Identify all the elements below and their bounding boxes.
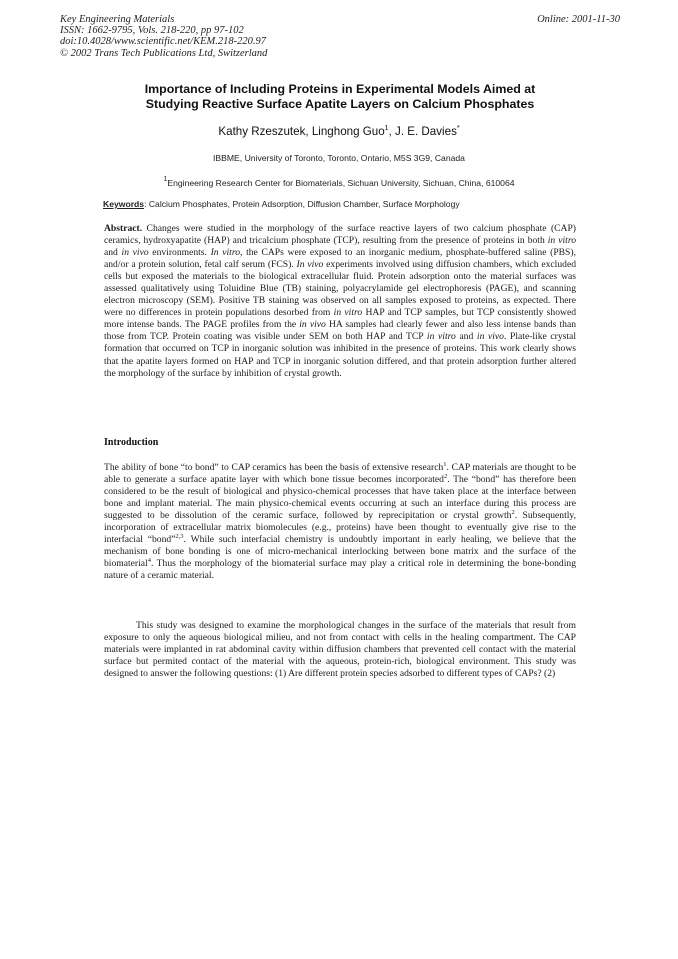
abstract-text: HAP and TCP samples, but TCP consistently showed more intense bands. The PAGE profiles from the xyxy=(104,307,576,331)
corresponding-author-mark: * xyxy=(456,125,460,132)
author-1-2: Kathy Rzeszutek, Linghong Guo xyxy=(218,125,385,138)
title-line-2: Studying Reactive Surface Apatite Layers on Calcium Phosphates xyxy=(145,97,535,111)
affiliation-1: IBBME, University of Toronto, Toronto, Ontario, M5S 3G9, Canada xyxy=(213,153,465,163)
keywords-label: Keywords xyxy=(103,199,145,209)
introduction-paragraph-2: This study was designed to examine the morphological changes in the surface of the materials that result from exposure to only the aqueous biological milieu, and not from contact with cells in the healing compartment. The CAP materials were implanted in rat abdominal cavity within diffusion chambers that prevented cell contact with the material surface but permited contact of the material with the aqueous, protein-rich, biological environment. This study was designed to answer the following questions: (1) Are different protein species adsorbed to different types of CAPs? (2) xyxy=(104,620,576,680)
keywords xyxy=(103,199,583,209)
issn-line: ISSN: 1662-9795, Vols. 218-220, pp 97-102 xyxy=(60,25,244,37)
abstract-text: In vitro xyxy=(210,247,241,259)
abstract-text: in vitro xyxy=(547,235,577,247)
abstract-text: in vivo xyxy=(476,331,504,343)
author-2-affiliation-mark: 1 xyxy=(384,125,389,132)
abstract-text: , the CAPs were exposed to an inorganic medium, phosphate-buffered saline (PBS), and/or a protein solution, fetal calf serum (FCS). xyxy=(104,247,576,271)
journal-header xyxy=(60,14,620,59)
copyright-line: © 2002 Trans Tech Publications Ltd, Switzerland xyxy=(60,47,268,59)
affiliation-2-text: Engineering Research Center for Biomaterials, Sichuan University, Sichuan, China, 610064 xyxy=(167,178,515,188)
intro-text: . Thus the morphology of the biomaterial surface may play a critical role in determining the bone-bonding nature of a ceramic material. xyxy=(104,558,576,582)
affiliation-2-mark: 1 xyxy=(163,176,168,183)
intro-text: The ability of bone “to bond” to CAP ceramics has been the basis of extensive research xyxy=(104,462,444,473)
citation-ref: 4 xyxy=(147,557,151,565)
abstract-text: Changes were studied in the morphology of the surface reactive layers of two calcium phosphate (CAP) ceramics, hydroxyapatite (HAP) and tricalcium phosphate (TCP), resulting from the presence of proteins in both xyxy=(104,223,576,247)
citation-ref: 2 xyxy=(443,472,448,480)
citation-ref: 2,3 xyxy=(175,533,184,541)
abstract-text: In vivo xyxy=(296,259,324,271)
doi-line: doi:10.4028/www.scientific.net/KEM.218-220.97 xyxy=(60,36,266,48)
online-date: Online: 2001-11-30 xyxy=(537,14,620,25)
intro-text: . The “bond” has therefore been considered to be the result of biological and physico-chemical processes that have taken place at the interface between bone and implant material. The main physico-chemical events occurring at such an interface during this process are suggested to be dissolution of the ceramic surface, followed by reprecipitation or crystal growth xyxy=(104,474,576,522)
author-3: , J. E. Davies xyxy=(388,125,457,138)
abstract-text: in vitro xyxy=(426,331,456,343)
citation-ref: 1 xyxy=(443,460,447,468)
author-list xyxy=(100,125,578,138)
introduction-heading: Introduction xyxy=(104,437,159,448)
abstract-text: experiments involved using diffusion chambers, which excluded cells but exposed the materials to the biological extracellular fluid. Protein adsorption onto the material surfaces was assessed qualitatively using Toluidine Blue (TB) staining, polyacrylamide gel electrophoresis (PAGE), and scanning electron microscopy (SEM). Positive TB staining was observed on all samples exposed to proteins, as expected. There were no differences in protein populations desorbed from xyxy=(104,259,576,319)
intro-text: . Subsequently, incorporation of extracellular matrix biomolecules (e.g., proteins) have been thought to eventually give rise to the interfacial “bond” xyxy=(104,510,576,546)
intro-text: . While such interfacial chemistry is undoubtly important in early healing, we believe that the mechanism of bone bonding is one of micro-mechanical interlocking between bone matrix and the surface of the biomaterial xyxy=(104,534,577,570)
abstract-text: in vitro xyxy=(333,307,363,319)
abstract-text: and xyxy=(104,247,122,259)
abstract-text: . Plate-like crystal formation that occurred on TCP in inorganic solution was inhibited in the presence of proteins. This work clearly shows that the apatite layers formed on HAP and TCP in inorganic solution differed, and that protein adsorption further altered the morphology of the surface by inhibition of crystal growth. xyxy=(104,331,576,379)
paper-title xyxy=(96,82,584,112)
abstract-text: in vivo xyxy=(121,247,149,259)
abstract-text: HA samples had clearly fewer and also less intense bands than those from TCP. Protein coating was visible under SEM on both HAP and TCP xyxy=(104,319,577,343)
abstract-text: and xyxy=(455,331,477,343)
title-line-1: Importance of Including Proteins in Experimental Models Aimed at xyxy=(144,82,536,96)
affiliation-2 xyxy=(80,176,598,188)
abstract xyxy=(104,223,576,380)
journal-name: Key Engineering Materials xyxy=(60,14,175,25)
introduction-paragraph-1 xyxy=(104,462,576,582)
citation-ref: 2 xyxy=(511,509,515,516)
intro-text: . CAP materials are thought to be able to generate a surface apatite layer with which bone tissue becomes incorporated xyxy=(104,462,576,486)
keywords-text: : Calcium Phosphates, Protein Adsorption, Diffusion Chamber, Surface Morphology xyxy=(144,199,460,209)
abstract-text: environments. xyxy=(148,247,211,259)
abstract-text: in vivo xyxy=(299,319,326,331)
abstract-label: Abstract. xyxy=(104,223,143,234)
